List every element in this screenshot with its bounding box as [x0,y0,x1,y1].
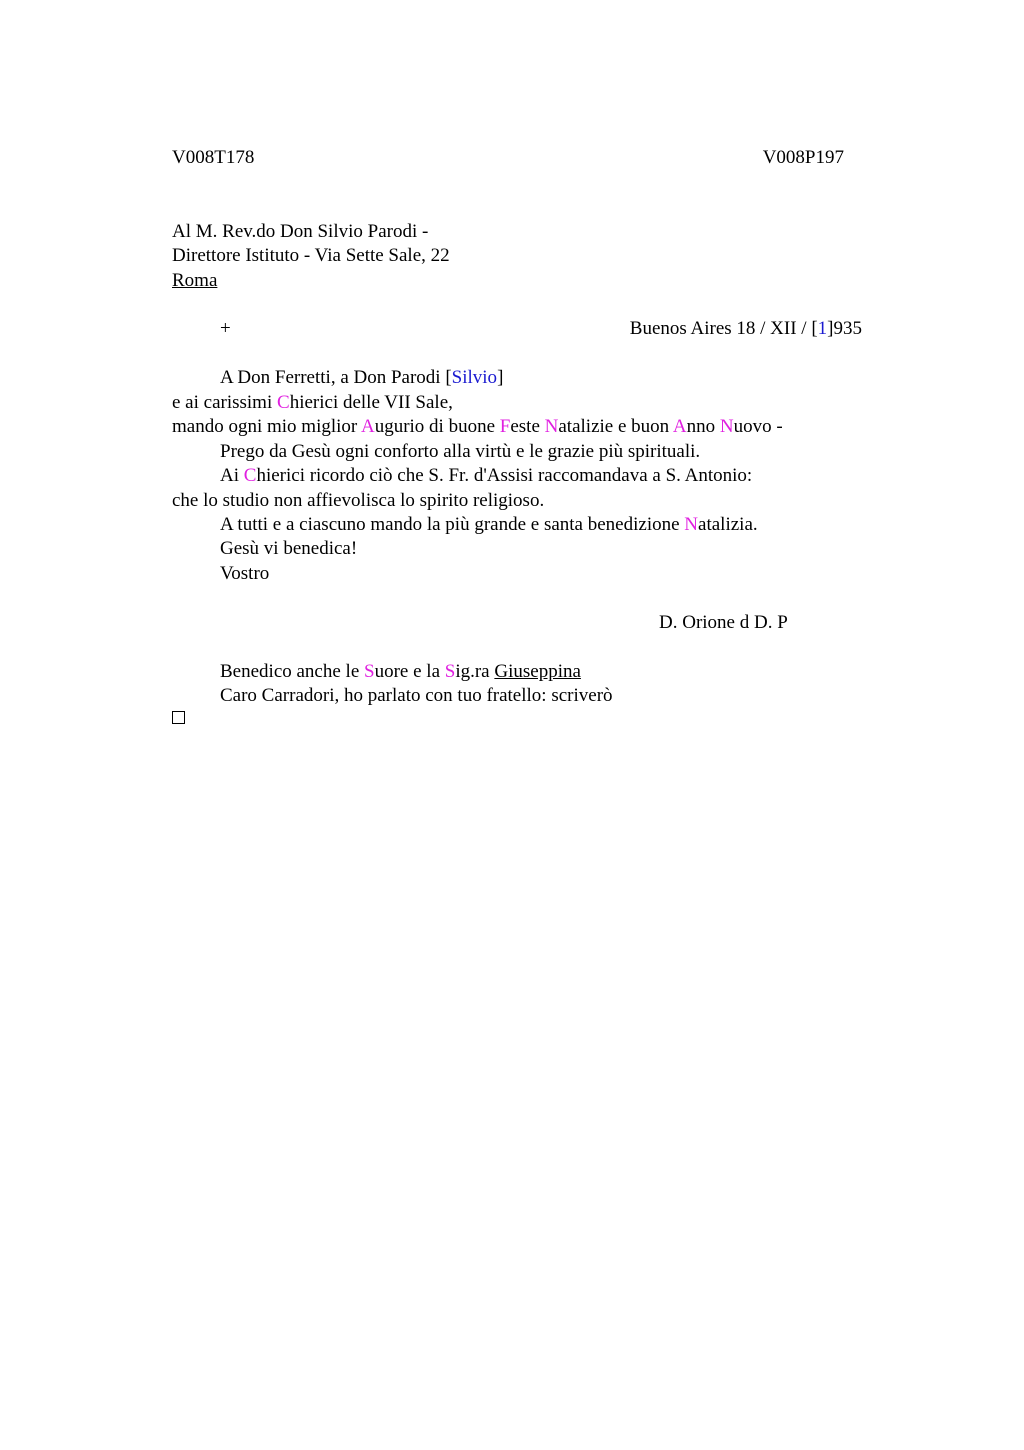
highlighted-letter: N [719,416,734,437]
signature: D. Orione d D. P [659,612,788,633]
editor-name: Silvio [451,367,498,388]
highlighted-letter: N [684,514,699,535]
text-run: nno [686,416,720,437]
text-run: hierici ricordo ciò che S. Fr. d'Assisi raccomandava a S. Antonio: [256,465,753,486]
body-line-9: Vostro [220,563,270,584]
text-run: uore e la [374,661,445,682]
body-line-3 [172,415,783,439]
address-city [172,269,217,293]
highlighted-letter: N [544,416,559,437]
text-run: A Don Ferretti, a Don Parodi [ [220,367,452,388]
body-line-6: che lo studio non affievolisca lo spirito religioso. [172,490,545,511]
highlighted-letter: C [277,392,290,413]
address-line-2: Direttore Istituto - Via Sette Sale, 22 [172,245,450,266]
text-run: e ai carissimi [172,392,277,413]
empty-square-icon [172,711,185,724]
date-editor-digit: 1 [817,318,828,339]
city-underlined: Roma [172,270,218,291]
text-run: hierici delle VII Sale, [289,392,453,413]
text-run: mando ogni mio miglior [172,416,361,437]
date-prefix: Buenos Aires 18 / XII / [ [629,318,818,339]
body-line-4: Prego da Gesù ogni conforto alla virtù e le grazie più spirituali. [220,441,701,462]
text-run: A tutti e a ciascuno mando la più grande e santa benedizione [220,514,685,535]
underlined-name: Giuseppina [494,661,581,682]
postscript-line-2: Caro Carradori, ho parlato con tuo fratello: scriverò [220,685,613,706]
text-run: atalizie e buon [558,416,673,437]
highlighted-letter: S [444,661,456,682]
text-run: ugurio di buone [374,416,500,437]
text-run: ig.ra [455,661,495,682]
highlighted-letter: A [672,416,687,437]
highlighted-letter: C [243,465,257,486]
header-left-code: V008T178 [172,147,255,168]
text-run: ] [497,367,504,388]
body-line-2 [172,391,453,415]
text-run: atalizia. [698,514,758,535]
text-run: Ai [220,465,244,486]
body-line-8: Gesù vi benedica! [220,538,358,559]
highlighted-letter: S [364,661,375,682]
text-run: uovo - [733,416,783,437]
letter-date [630,317,862,341]
text-run: Benedico anche le [220,661,365,682]
body-line-7 [220,513,758,537]
cross-symbol: + [220,318,231,339]
body-line-5 [220,464,752,488]
date-suffix: ]935 [827,318,862,339]
highlighted-letter: F [499,416,511,437]
highlighted-letter: A [360,416,375,437]
postscript-line-1 [220,660,581,684]
address-line-1: Al M. Rev.do Don Silvio Parodi - [172,221,429,242]
text-run: este [510,416,545,437]
body-line-1 [220,366,503,390]
header-right-code: V008P197 [762,147,844,168]
